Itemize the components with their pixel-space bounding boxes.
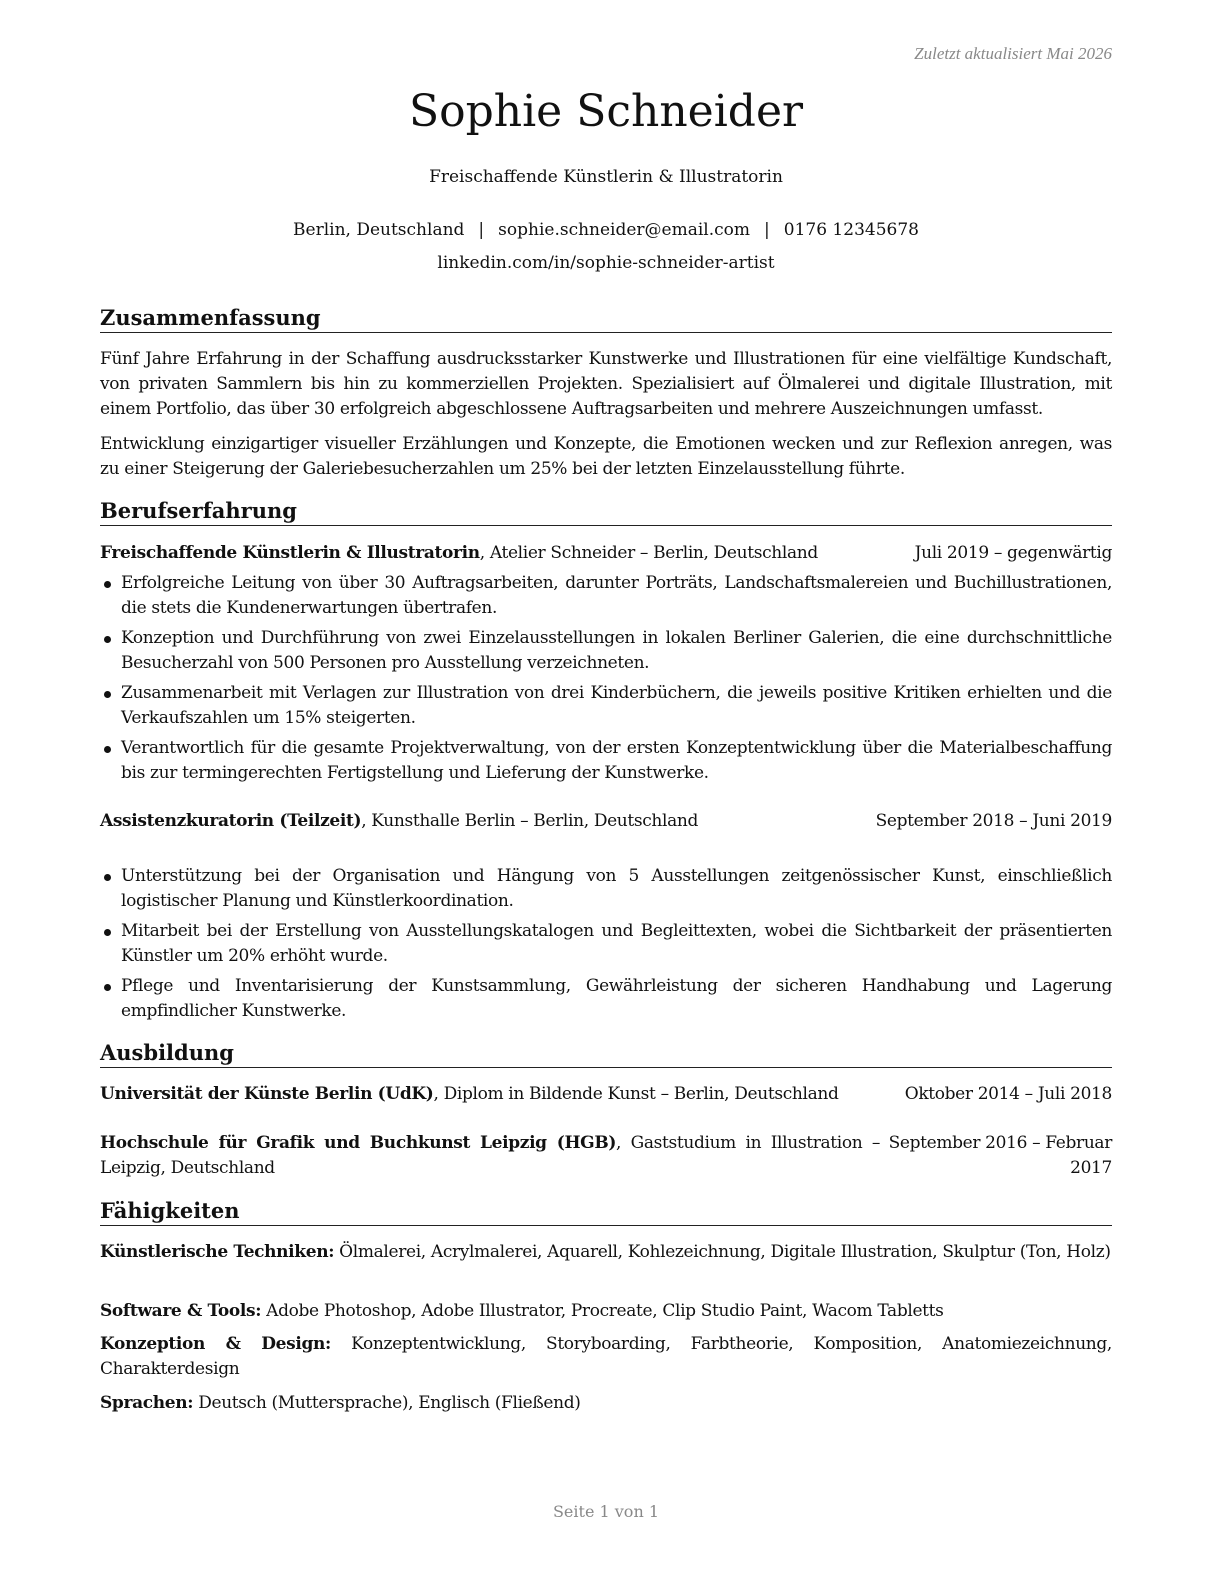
last-updated: Zuletzt aktualisiert Mai 2026: [914, 44, 1112, 63]
list-item: Zusammenarbeit mit Verlagen zur Illustration von drei Kinderbüchern, die jeweils positive Kritiken erhielten und die Verkaufszahlen um 15% steigerten.: [100, 681, 1112, 731]
phone: 0176 12345678: [783, 220, 919, 240]
job-bullets: [100, 864, 1112, 1029]
skill-label: Software & Tools:: [100, 1301, 262, 1321]
skill-row: [100, 1299, 1112, 1324]
list-item: Unterstützung bei der Organisation und Hängung von 5 Ausstellungen zeitgenössischer Kunst, einschließlich logistischer Planung und Künstlerkoordination.: [100, 864, 1112, 914]
job-bullets: [100, 571, 1112, 791]
list-item: Verantwortlich für die gesamte Projektverwaltung, von der ersten Konzeptentwicklung über die Materialbeschaffung bis zur termingerechten Fertigstellung und Lieferung der Kunstwerke.: [100, 736, 1112, 786]
school-detail: , Diplom in Bildende Kunst – Berlin, Deutschland: [433, 1084, 839, 1104]
skill-row: [100, 1332, 1112, 1382]
summary-paragraph: Entwicklung einzigartiger visueller Erzählungen und Konzepte, die Emotionen wecken und zur Reflexion anregen, was zu einer Steigerung der Galeriebesucherzahlen um 25% bei der letzten Einzelausstellung führte.: [100, 434, 1112, 479]
job-place: , Atelier Schneider – Berlin, Deutschland: [479, 543, 818, 563]
linkedin-link[interactable]: linkedin.com/in/sophie-schneider-artist: [437, 253, 775, 273]
job-header: [100, 541, 1112, 566]
job-role: Assistenzkuratorin (Teilzeit): [100, 811, 362, 831]
candidate-title: Freischaffende Künstlerin & Illustratorin: [429, 167, 783, 187]
skill-value: Ölmalerei, Acrylmalerei, Aquarell, Kohlezeichnung, Digitale Illustration, Skulptur (Ton, Holz): [334, 1242, 1111, 1262]
location: Berlin, Deutschland: [293, 220, 465, 240]
job-header: [100, 809, 1112, 859]
email-link[interactable]: sophie.schneider@email.com: [498, 220, 751, 240]
skill-label: Sprachen:: [100, 1393, 194, 1413]
school-name: Universität der Künste Berlin (UdK): [100, 1084, 434, 1104]
section-title-summary: Zusammenfassung: [100, 305, 1112, 333]
list-item: Erfolgreiche Leitung von über 30 Auftragsarbeiten, darunter Porträts, Landschaftsmalereien und Buchillustrationen, die stets die Kundenerwartungen übertrafen.: [100, 571, 1112, 621]
page-number: Seite 1 von 1: [552, 1502, 660, 1521]
list-item: Konzeption und Durchführung von zwei Einzelausstellungen in lokalen Berliner Galerien, die eine durchschnittliche Besucherzahl von 500 Personen pro Ausstellung verzeichneten.: [100, 626, 1112, 676]
skill-value: Konzeptentwicklung, Storyboarding, Farbtheorie, Komposition, Anatomiezeichnung, Charakterdesign: [100, 1334, 1112, 1379]
section-title-skills: Fähigkeiten: [100, 1198, 1112, 1226]
skill-value: Deutsch (Muttersprache), Englisch (Fließend): [193, 1393, 581, 1413]
education-entry: [100, 1131, 1112, 1181]
skill-row: [100, 1240, 1112, 1265]
job-role: Freischaffende Künstlerin & Illustratorin: [100, 543, 480, 563]
education-entry: [100, 1082, 1112, 1107]
education-dates: September 2016 – Februar 2017: [888, 1133, 1112, 1178]
contact-line: [100, 220, 1112, 240]
section-title-education: Ausbildung: [100, 1040, 1112, 1068]
school-name: Hochschule für Grafik und Buchkunst Leipzig (HGB): [100, 1133, 617, 1153]
candidate-name: Sophie Schneider: [408, 86, 804, 137]
skill-row: [100, 1391, 1112, 1416]
job-place: , Kunsthalle Berlin – Berlin, Deutschland: [361, 811, 699, 831]
skill-value: Adobe Photoshop, Adobe Illustrator, Procreate, Clip Studio Paint, Wacom Tabletts: [261, 1301, 944, 1321]
section-title-experience: Berufserfahrung: [100, 498, 1112, 526]
skill-label: Künstlerische Techniken:: [100, 1242, 335, 1262]
skill-label: Konzeption & Design:: [100, 1334, 331, 1354]
resume-page: [100, 0, 1112, 1584]
school-detail: , Gaststudium in Illustration – Leipzig, Deutschland: [100, 1133, 880, 1178]
education-dates: Oktober 2014 – Juli 2018: [904, 1084, 1112, 1104]
list-item: Mitarbeit bei der Erstellung von Ausstellungskatalogen und Begleittexten, wobei die Sichtbarkeit der präsentierten Künstler um 20% erhöht wurde.: [100, 919, 1112, 969]
separator: |: [478, 220, 485, 240]
list-item: Pflege und Inventarisierung der Kunstsammlung, Gewährleistung der sicheren Handhabung und Lagerung empfindlicher Kunstwerke.: [100, 974, 1112, 1024]
summary-paragraph: Fünf Jahre Erfahrung in der Schaffung ausdrucksstarker Kunstwerke und Illustrationen für eine vielfältige Kundschaft, von privaten Sammlern bis hin zu kommerziellen Projekten. Spezialisiert auf Ölmalerei und digitale Illustration, mit einem Portfolio, das über 30 erfolgreich abgeschlossene Auftragsarbeiten und mehrere Auszeichnungen umfasst.: [100, 349, 1112, 419]
separator: |: [764, 220, 770, 240]
job-dates: Juli 2019 – gegenwärtig: [914, 543, 1112, 563]
job-dates: September 2018 – Juni 2019: [875, 811, 1112, 831]
